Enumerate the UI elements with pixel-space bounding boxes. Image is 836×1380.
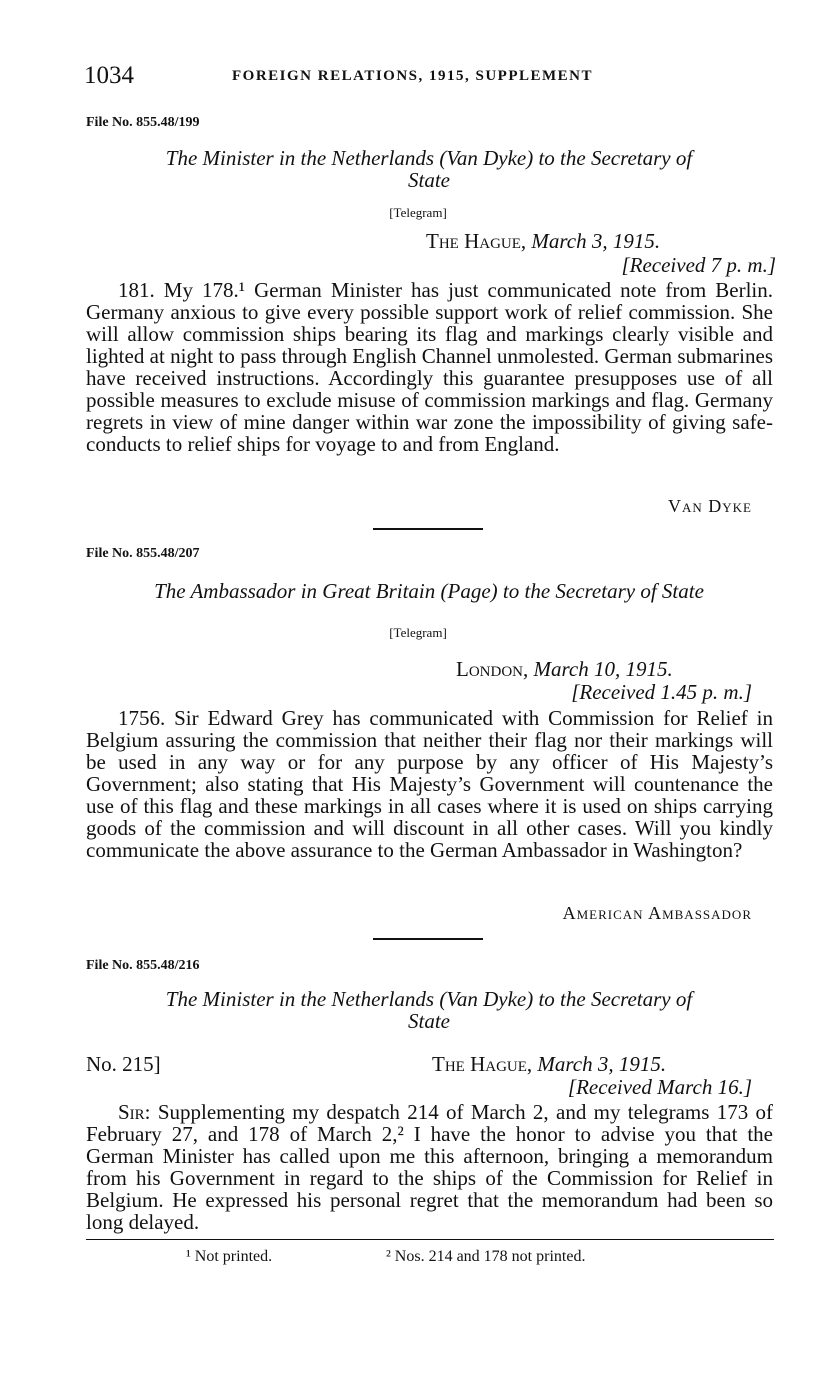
footnote-rule: [86, 1239, 774, 1240]
despatch-number: No. 215]: [86, 1052, 161, 1076]
running-title: FOREIGN RELATIONS, 1915, SUPPLEMENT: [232, 68, 594, 84]
footnote: ¹ Not printed.: [186, 1248, 273, 1265]
dateline-date: March 3, 1915.: [531, 229, 661, 253]
dateline-place: The Hague,: [426, 229, 527, 253]
file-number: File No. 855.48/207: [86, 546, 200, 561]
footnote: ² Nos. 214 and 178 not printed.: [386, 1248, 586, 1265]
telegram-label: [Telegram]: [389, 625, 447, 640]
dateline-place: London,: [456, 657, 529, 681]
body-text: 181. My 178.¹ German Minister has just communicated note from Berlin. Germany anxious to give every possible support work of relief commission. She will allow commission ships bearing its flag and markings clearly visible and lighted at night to pass through English Channel unmolested. German submarines have received instructions. Accordingly this guarantee presupposes use of all possible measures to exclude misuse of commission markings and flag. Germany regrets in view of mine danger within war zone the impossibility of giving safe-conducts to relief ships for voyage to and from England.: [86, 278, 773, 456]
section-divider: [373, 528, 483, 530]
page-number: 1034: [84, 62, 134, 89]
document-body: [86, 1101, 773, 1233]
dateline: [432, 1052, 666, 1077]
section-divider: [373, 938, 483, 940]
dateline-place: The Hague,: [432, 1052, 533, 1076]
body-text: [86, 1101, 773, 1233]
received-line: [Received 7 p. m.]: [621, 253, 776, 277]
dateline-date: March 3, 1915.: [537, 1052, 667, 1076]
dateline-date: March 10, 1915.: [533, 657, 673, 681]
signature: Van Dyke: [668, 496, 752, 516]
received-line: [Received 1.45 p. m.]: [571, 680, 752, 704]
heading-line: The Ambassador in Great Britain (Page) to the Secretary of State: [154, 579, 704, 603]
file-number: File No. 855.48/199: [86, 115, 200, 130]
document-body: [86, 707, 773, 861]
dateline: [426, 229, 660, 254]
body-text: 1756. Sir Edward Grey has communicated with Commission for Relief in Belgium assuring the commission that neither their flag nor their markings will be used in any way or for any purpose by any officer of His Majesty’s Government; also stating that His Majesty’s Government will countenance the use of this flag and these markings in all cases where it is used on ships carrying goods of the commission and will discount in all other cases. Will you kindly communicate the above assurance to the German Ambassador in Washington?: [86, 706, 773, 862]
document-heading: [84, 147, 774, 191]
salutation: Sir:: [118, 1100, 151, 1124]
received-line: [Received March 16.]: [567, 1075, 752, 1099]
telegram-label: [Telegram]: [389, 205, 447, 220]
heading-line: The Minister in the Netherlands (Van Dyke) to the Secretary of: [165, 146, 693, 170]
signature: American Ambassador: [562, 903, 752, 923]
document-body: [86, 279, 773, 455]
heading-line: The Minister in the Netherlands (Van Dyke) to the Secretary of: [165, 987, 693, 1011]
body-text-content: Supplementing my despatch 214 of March 2, and my telegrams 173 of February 27, and 178 of March 2,² I have the honor to advise you that the German Minister has called upon me this afternoon, bringing a memorandum from his Government in regard to the ships of the Commission for Relief in Belgium. He expressed his personal regret that the memorandum had been so long delayed.: [86, 1100, 774, 1234]
heading-line: State: [408, 168, 450, 192]
document-heading: [84, 580, 774, 602]
dateline: [456, 657, 673, 682]
document-heading: [84, 988, 774, 1032]
file-number: File No. 855.48/216: [86, 958, 200, 973]
heading-line: State: [408, 1009, 450, 1033]
